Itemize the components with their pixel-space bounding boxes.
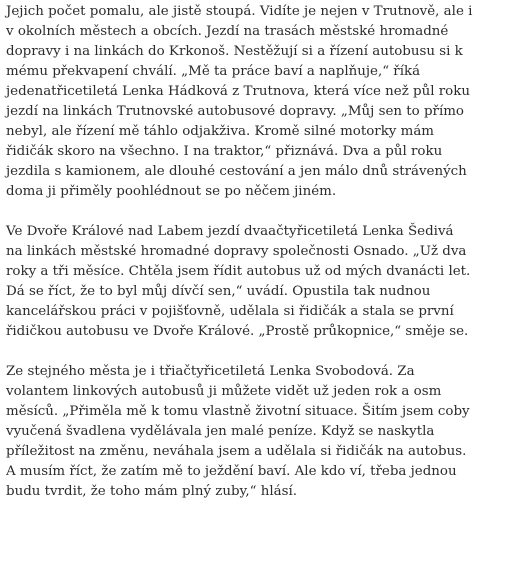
- text-line: jedenatřicetiletá Lenka Hádková z Trutnova, která více než půl roku: [6, 84, 470, 99]
- text-line: jezdí na linkách Trutnovské autobusové dopravy. „Můj sen to přímo: [6, 104, 464, 119]
- text-line: roky a tři měsíce. Chtěla jsem řídit autobus už od mých dvanácti let.: [6, 264, 471, 279]
- text-line: řidičák skoro na všechno. I na traktor,“ přiznává. Dva a půl roku: [6, 144, 443, 159]
- article-body: [6, 2, 506, 502]
- text-line: kancelářskou práci v pojišťovně, udělala si řidičák a stala se první: [6, 304, 454, 319]
- text-line: budu tvrdit, že toho mám plný zuby,“ hlásí.: [6, 484, 297, 499]
- text-line: v okolních městech a obcích. Jezdí na trasách městské hromadné: [6, 24, 449, 39]
- paragraph-2: [6, 222, 506, 342]
- text-line: Jejich počet pomalu, ale jistě stoupá. Vidíte je nejen v Trutnově, ale i: [6, 4, 473, 19]
- text-line: měsíců. „Přiměla mě k tomu vlastně životní situace. Šitím jsem coby: [6, 404, 470, 419]
- text-line: volantem linkových autobusů ji můžete vidět už jeden rok a osm: [6, 384, 442, 399]
- text-line: vyučená švadlena vydělávala jen malé peníze. Když se naskytla: [6, 424, 435, 439]
- paragraph-1: [6, 2, 506, 202]
- text-line: mému překvapení chválí. „Mě ta práce baví a naplňuje,“ říká: [6, 64, 421, 79]
- paragraph-3: [6, 362, 506, 502]
- text-line: A musím říct, že zatím mě to ježdění baví. Ale kdo ví, třeba jednou: [6, 464, 457, 479]
- text-line: příležitost na změnu, neváhala jsem a udělala si řidičák na autobus.: [6, 444, 467, 459]
- text-line: nebyl, ale řízení mě táhlo odjakživa. Kromě silné motorky mám: [6, 124, 435, 139]
- text-line: jezdila s kamionem, ale dlouhé cestování a jen málo dnů strávených: [6, 164, 467, 179]
- text-line: dopravy i na linkách do Krkonoš. Nestěžují si a řízení autobusu si k: [6, 44, 463, 59]
- text-line: Ze stejného města je i třiačtyřicetiletá Lenka Svobodová. Za: [6, 364, 415, 379]
- text-line: na linkách městské hromadné dopravy společnosti Osnado. „Už dva: [6, 244, 467, 259]
- text-line: Dá se říct, že to byl můj dívčí sen,“ uvádí. Opustila tak nudnou: [6, 284, 431, 299]
- text-line: doma ji přiměly poohlédnout se po něčem jiném.: [6, 184, 337, 199]
- text-line: Ve Dvoře Králové nad Labem jezdí dvaačtyřicetiletá Lenka Šedivá: [6, 224, 454, 239]
- text-line: řidičkou autobusu ve Dvoře Králové. „Prostě průkopnice,“ směje se.: [6, 324, 469, 339]
